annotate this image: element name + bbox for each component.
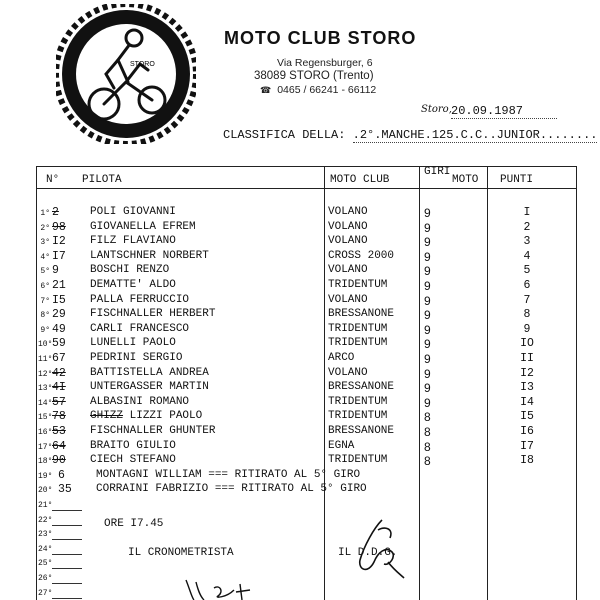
row-bib-number: 6 [58, 468, 65, 482]
row-moto-club: VOLANO [328, 293, 368, 306]
row-moto-club: TRIDENTUM [328, 454, 388, 467]
telephone-icon: ☎ [260, 85, 272, 95]
row-punti: 5 [523, 264, 531, 278]
pilot-name-text: GIOVANELLA EFREM [90, 220, 196, 233]
row-pilot-name [90, 323, 189, 335]
row-punti: I4 [520, 395, 534, 409]
row-giri: 9 [424, 381, 431, 396]
row-punti: 3 [523, 235, 531, 249]
director-signature [344, 516, 408, 582]
row-giri: 8 [424, 410, 431, 425]
row-bib-number: 49 [52, 322, 66, 336]
row-punti: 2 [523, 220, 531, 234]
blank-line [52, 583, 82, 584]
row-moto-club: TRIDENTUM [328, 322, 388, 335]
row-bib-number: 90 [52, 454, 66, 468]
row-giri: 9 [424, 366, 431, 381]
pilot-name-text: BATTISTELLA ANDREA [90, 366, 209, 379]
row-moto-club: VOLANO [328, 235, 368, 248]
row-moto-club: EGNA [328, 439, 355, 452]
row-bib-number: 21 [52, 279, 66, 292]
row-moto-club: VOLANO [328, 264, 368, 277]
row-pilot-name [90, 206, 176, 218]
row-punti: 6 [523, 279, 531, 292]
pilot-name-text: LANTSCHNER NORBERT [90, 249, 209, 262]
row-bib-number: 78 [52, 410, 66, 424]
blank-line [52, 554, 82, 555]
row-punti: I7 [520, 439, 534, 453]
row-giri: 9 [424, 337, 431, 352]
row-position: 14° [38, 398, 53, 408]
row-moto-club: BRESSANONE [328, 381, 395, 394]
header-punti: PUNTI [500, 174, 534, 186]
row-position: 20° [38, 486, 53, 496]
classifica-line [223, 128, 597, 143]
retired-note: MONTAGNI WILLIAM === RITIRATO AL 5° GIRO [96, 468, 361, 481]
row-giri: 9 [424, 395, 431, 410]
row-bib-number: 29 [52, 308, 66, 322]
row-pilot-name [90, 279, 176, 291]
blank-line [52, 525, 82, 526]
row-bib-number: 2 [52, 206, 59, 219]
pilot-name-text: BOSCHI RENZO [90, 264, 170, 277]
row-giri: 9 [424, 249, 431, 264]
row-position: 5° [40, 267, 50, 277]
row-punti: 8 [523, 308, 531, 322]
row-pilot-name [90, 410, 202, 422]
row-position: 8° [40, 311, 50, 321]
row-position: 1° [40, 209, 50, 218]
row-moto-club: TRIDENTUM [328, 410, 388, 423]
row-bib-number: I5 [52, 293, 66, 307]
row-bib-number: 64 [52, 439, 66, 453]
row-pilot-name [90, 425, 215, 437]
timekeeper-signature [180, 574, 270, 600]
row-pilot-name [90, 308, 215, 320]
row-giri: 9 [424, 279, 431, 293]
column-divider-club [324, 166, 325, 600]
row-position: 25° [38, 559, 53, 569]
row-giri: 8 [424, 425, 431, 439]
blank-line [52, 598, 82, 599]
row-position: 15° [38, 413, 53, 423]
row-giri: 9 [424, 308, 431, 323]
pilot-name-text: ALBASINI ROMANO [90, 395, 190, 408]
pilot-name-text: DEMATTE' ALDO [90, 279, 176, 291]
row-moto-club: TRIDENTUM [328, 395, 388, 408]
row-moto-club: ARCO [328, 352, 355, 364]
pilot-name-text: CARLI FRANCESCO [90, 322, 190, 335]
row-pilot-name [90, 396, 189, 408]
row-position: 11° [38, 355, 53, 364]
row-moto-club: BRESSANONE [328, 425, 395, 437]
pilot-name-text: LIZZI PAOLO [129, 410, 203, 423]
row-pilot-name [90, 454, 176, 466]
row-position: 13° [38, 384, 53, 394]
row-position: 12° [38, 369, 53, 379]
row-moto-club: VOLANO [328, 206, 368, 218]
finish-time: ORE I7.45 [104, 518, 164, 530]
row-giri: 9 [424, 352, 431, 366]
struck-pilot-text: GHIZZ [90, 410, 124, 423]
row-punti: II [520, 352, 534, 365]
row-position: 16° [38, 428, 53, 437]
club-address: Via Regensburger, 6 [277, 57, 373, 69]
row-moto-club: VOLANO [328, 220, 368, 233]
row-punti: 7 [523, 293, 531, 307]
retired-note: CORRAINI FABRIZIO === RITIRATO AL 5° GIRO [96, 483, 367, 496]
row-giri: 8 [424, 439, 431, 454]
row-position: 21° [38, 501, 53, 510]
row-bib-number: 59 [52, 337, 66, 351]
phone-number: 0465 / 66241 - 66112 [277, 84, 377, 96]
row-pilot-name [90, 440, 176, 452]
header-moto-club: MOTO CLUB [330, 174, 390, 186]
row-bib-number: I2 [52, 235, 66, 249]
pilot-name-text: UNTERGASSER MARTIN [90, 381, 209, 394]
row-giri: 9 [424, 322, 431, 337]
row-giri: 9 [424, 235, 431, 250]
classifica-label: CLASSIFICA DELLA: [223, 128, 346, 142]
row-position: 22° [38, 515, 53, 525]
row-bib-number: 98 [52, 220, 66, 234]
row-bib-number: 35 [58, 483, 72, 497]
row-pilot-name [90, 264, 169, 276]
pilot-name-text: FISCHNALLER GHUNTER [90, 425, 216, 437]
row-bib-number: 4I [52, 381, 66, 395]
row-punti: 9 [523, 322, 531, 336]
blank-line [52, 510, 82, 511]
row-bib-number: 67 [52, 352, 66, 365]
row-pilot-name [90, 367, 209, 379]
row-moto-club: TRIDENTUM [328, 279, 388, 291]
row-position: 3° [40, 238, 50, 248]
header-moto: MOTO [452, 174, 479, 186]
row-pilot-name [90, 352, 182, 364]
logo-text: STORO [130, 61, 155, 68]
column-divider-punti [487, 166, 488, 600]
row-punti: I6 [520, 425, 534, 438]
row-bib-number: 42 [52, 366, 66, 380]
row-pilot-name [90, 250, 209, 262]
row-position: 9° [40, 325, 50, 335]
row-position: 7° [40, 296, 50, 306]
pilot-name-text: CIECH STEFANO [90, 454, 176, 467]
club-logo [56, 4, 196, 144]
row-position: 23° [38, 530, 53, 540]
row-position: 4° [40, 252, 50, 262]
row-pilot-name [90, 294, 189, 306]
row-giri: 9 [424, 264, 431, 279]
row-giri: 9 [424, 293, 431, 308]
row-position: 10° [38, 340, 53, 350]
helmet-icon [126, 30, 142, 46]
row-bib-number: 9 [52, 264, 59, 278]
row-position: 6° [40, 282, 50, 291]
pilot-name-text: PEDRINI SERGIO [90, 352, 183, 364]
header-pilota: PILOTA [82, 174, 122, 186]
row-moto-club: BRESSANONE [328, 308, 395, 321]
row-punti: I5 [520, 410, 534, 424]
row-giri: 9 [424, 206, 431, 220]
row-pilot-name [90, 235, 176, 247]
document-date: 20.09.1987 [451, 104, 557, 119]
row-pilot-name [90, 221, 196, 233]
row-punti: IO [520, 337, 534, 351]
row-punti: I8 [520, 454, 534, 468]
row-position: 19° [38, 471, 53, 481]
row-position: 18° [38, 457, 53, 467]
row-position: 2° [40, 223, 50, 233]
row-pilot-name [90, 337, 176, 349]
row-giri: 8 [424, 454, 431, 469]
row-punti: I3 [520, 381, 534, 395]
row-bib-number: I7 [52, 249, 66, 263]
club-name: MOTO CLUB STORO [224, 28, 417, 48]
race-director-label: IL D.D.G. [338, 547, 398, 559]
timekeeper-label: IL CRONOMETRISTA [128, 547, 234, 559]
header-divider [36, 188, 577, 189]
row-moto-club: CROSS 2000 [328, 249, 395, 262]
row-punti: I [523, 206, 531, 219]
pilot-name-text: POLI GIOVANNI [90, 206, 176, 218]
date-label: Storo, [421, 104, 452, 115]
row-moto-club: VOLANO [328, 366, 368, 379]
row-position: 17° [38, 442, 53, 452]
row-bib-number: 57 [52, 395, 66, 409]
row-position: 24° [38, 544, 53, 554]
club-phone [260, 84, 376, 96]
pilot-name-text: FILZ FLAVIANO [90, 235, 176, 248]
classifica-value: .2°.MANCHE.125.C.C..JUNIOR........ [352, 128, 598, 142]
row-pilot-name [90, 381, 209, 393]
header-number: N° [46, 174, 60, 186]
row-punti: I2 [520, 366, 534, 380]
row-punti: 4 [523, 249, 531, 263]
row-giri: 9 [424, 220, 431, 235]
pilot-name-text: LUNELLI PAOLO [90, 337, 176, 350]
row-bib-number: 53 [52, 425, 66, 438]
column-divider-giri [419, 166, 420, 600]
club-city: 38089 STORO (Trento) [254, 70, 374, 82]
row-position: 27° [38, 588, 53, 598]
pilot-name-text: BRAITO GIULIO [90, 439, 176, 452]
blank-line [52, 539, 82, 540]
blank-line [52, 568, 82, 569]
pilot-name-text: PALLA FERRUCCIO [90, 293, 190, 306]
header-giri: GIRI [424, 166, 451, 178]
row-position: 26° [38, 574, 53, 583]
pilot-name-text: FISCHNALLER HERBERT [90, 308, 216, 321]
row-moto-club: TRIDENTUM [328, 337, 388, 350]
